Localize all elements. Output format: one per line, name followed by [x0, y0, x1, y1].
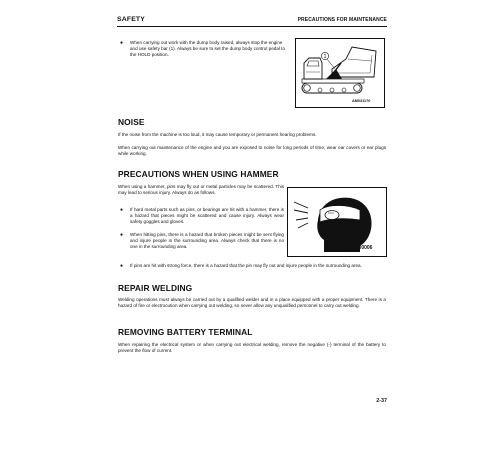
hammer-bullet-3: If pins are hit with strong force, there is a hazard that the pin may fly out and injure people in the surrounding area. — [130, 263, 362, 268]
goggles-figure — [287, 187, 387, 257]
header-section: SAFETY — [117, 16, 146, 23]
page-header — [117, 16, 387, 26]
page-number: 2-37 — [376, 398, 387, 404]
goggles-figure-code: AJM00006 — [348, 245, 373, 251]
hammer-bullet-1: If hard metal parts such as pins, or bearings are hit with a hammer, there is a hazard that pieces might be scattered and cause injury. Always wear safety goggles and gloves. — [130, 207, 284, 224]
bullet-glyph: ● — [120, 207, 124, 213]
truck-figure — [295, 38, 385, 108]
bullet-glyph: ● — [120, 40, 124, 46]
callout-label: 1 — [323, 54, 327, 60]
welding-heading: REPAIR WELDING — [118, 283, 193, 293]
hammer-intro: When using a hammer, pins may fly out or metal particles may be scattered. This may lead to serious injury. Always do as follows. — [118, 184, 284, 195]
noise-paragraph-1: If the noise from the machine is too loud, it may cause temporary or permanent hearing problems. — [118, 132, 317, 137]
hammer-heading: PRECAUTIONS WHEN USING HAMMER — [118, 169, 279, 179]
hammer-bullet-2: When hitting pins, there is a hazard that broken pieces might be sent flying and injure people in the surrounding area. Always check that there is no one in the surrounding area. — [130, 232, 284, 249]
battery-heading: REMOVING BATTERY TERMINAL — [118, 327, 253, 337]
bullet-glyph: ● — [120, 263, 124, 269]
dump-truck-safety-bar-illustration — [296, 39, 384, 107]
intro-bullet-text: When carrying out work with the dump body raised, always stop the engine and use safety bar (1). Always be sure to set the dump body control pedal to the HOLD position. — [130, 40, 286, 57]
header-rule — [117, 26, 387, 27]
welding-paragraph: Welding operations must always be carried out by a qualified welder and in a place equipped with a proper equipment. There is a hazard of fire or electrocution when carrying out welding, so never allow any unqualified personnel to carry out welding. — [118, 297, 386, 308]
bullet-glyph: ● — [120, 232, 124, 238]
noise-paragraph-2: When carrying out maintenance of the engine and you are exposed to noise for long periods of time, wear ear covers or ear plugs while working. — [118, 145, 386, 156]
truck-figure-code: AM031170 — [352, 99, 371, 103]
header-topic: PRECAUTIONS FOR MAINTENANCE — [297, 16, 387, 23]
noise-heading: NOISE — [118, 117, 145, 127]
battery-paragraph: When repairing the electrical system or when carrying out electrical welding, remove the negative (-) terminal of the battery to prevent the flow of current. — [118, 342, 386, 353]
